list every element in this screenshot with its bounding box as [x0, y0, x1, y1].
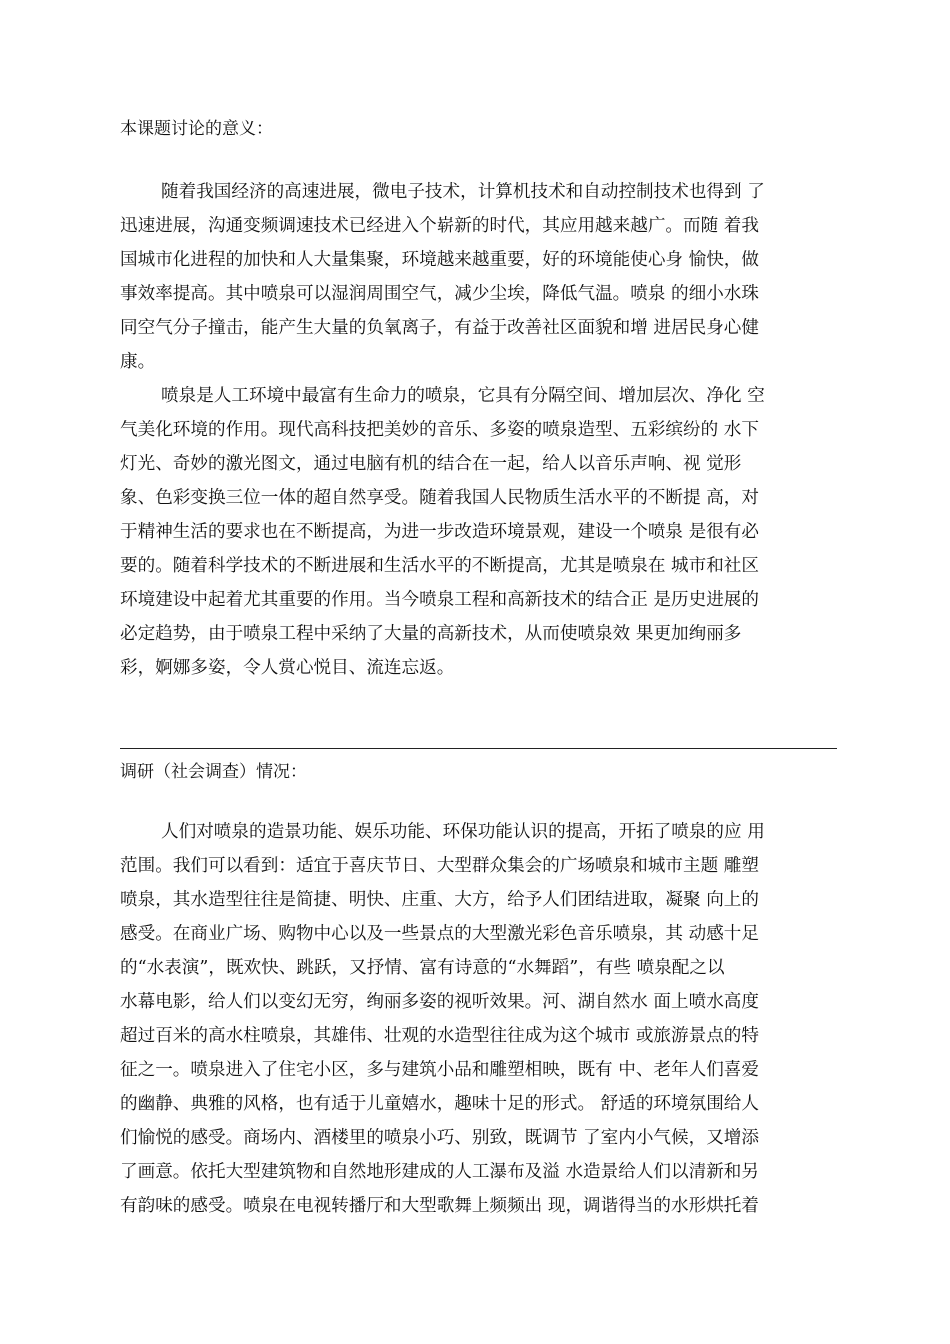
- paragraph-line: 气美化环境的作用。现代高科技把美妙的音乐、多姿的喷泉造型、五彩缤纷的 水下: [120, 420, 759, 440]
- paragraph-line: 喷泉，其水造型往往是简捷、明快、庄重、大方，给予人们团结进取，凝聚 向上的: [120, 890, 759, 910]
- paragraph-line: 们愉悦的感受。商场内、酒楼里的喷泉小巧、别致，既调节 了室内小气候，又增添: [120, 1128, 759, 1148]
- paragraph-line: 象、色彩变换三位一体的超自然享受。随着我国人民物质生活水平的不断提 高，对: [120, 488, 759, 508]
- paragraph-line: 的“水表演”，既欢快、跳跃，又抒情、富有诗意的“水舞蹈”，有些 喷泉配之以: [120, 958, 725, 978]
- paragraph-line: 超过百米的高水柱喷泉，其雄伟、壮观的水造型往往成为这个城市 或旅游景点的特: [120, 1026, 759, 1046]
- paragraph-line: 感受。在商业广场、购物中心以及一些景点的大型激光彩色音乐喷泉，其 动感十足: [120, 924, 759, 944]
- section-divider: [120, 748, 837, 749]
- paragraph-line: 环境建设中起着尤其重要的作用。当今喷泉工程和高新技术的结合正 是历史进展的: [120, 590, 759, 610]
- paragraph-line: 彩，婀娜多姿，令人赏心悦目、流连忘返。: [120, 658, 455, 678]
- paragraph-line: 范围。我们可以看到：适宜于喜庆节日、大型群众集会的广场喷泉和城市主题 雕塑: [120, 856, 759, 876]
- paragraph-line: 的幽静、典雅的风格，也有适于儿童嬉水，趣味十足的形式。 舒适的环境氛围给人: [120, 1094, 759, 1114]
- paragraph-line: 要的。随着科学技术的不断进展和生活水平的不断提高，尤其是喷泉在 城市和社区: [120, 556, 759, 576]
- section-title-survey: 调研（社会调查）情况：: [120, 762, 307, 782]
- section-body-survey: [120, 815, 840, 1223]
- paragraph-line: 喷泉是人工环境中最富有生命力的喷泉，它具有分隔空间、增加层次、净化 空: [161, 386, 765, 406]
- paragraph-line: 随着我国经济的高速进展，微电子技术，计算机技术和自动控制技术也得到 了: [161, 182, 765, 202]
- section-body-significance: [120, 175, 840, 685]
- paragraph-line: 征之一。喷泉进入了住宅小区，多与建筑小品和雕塑相映，既有 中、老年人们喜爱: [120, 1060, 759, 1080]
- section-title-significance: 本课题讨论的意义：: [120, 119, 273, 139]
- paragraph-line: 国城市化进程的加快和人大量集聚，环境越来越重要，好的环境能使心身 愉快，做: [120, 250, 759, 270]
- paragraph-line: 同空气分子撞击，能产生大量的负氧离子，有益于改善社区面貌和增 进居民身心健: [120, 318, 759, 338]
- paragraph-line: 水幕电影，给人们以变幻无穷，绚丽多姿的视听效果。河、湖自然水 面上喷水高度: [120, 992, 759, 1012]
- paragraph-line: 必定趋势，由于喷泉工程中采纳了大量的高新技术，从而使喷泉效 果更加绚丽多: [120, 624, 742, 644]
- paragraph-line: 了画意。依托大型建筑物和自然地形建成的人工瀑布及溢 水造景给人们以清新和另: [120, 1162, 759, 1182]
- paragraph-line: 有韵味的感受。喷泉在电视转播厅和大型歌舞上频频出 现，调谐得当的水形烘托着: [120, 1196, 759, 1216]
- paragraph-line: 灯光、奇妙的激光图文，通过电脑有机的结合在一起，给人以音乐声响、视 觉形: [120, 454, 742, 474]
- paragraph-line: 康。: [120, 352, 156, 372]
- paragraph-line: 迅速进展，沟通变频调速技术已经进入个崭新的时代，其应用越来越广。而随 着我: [120, 216, 759, 236]
- paragraph-line: 人们对喷泉的造景功能、娱乐功能、环保功能认识的提高，开拓了喷泉的应 用: [161, 822, 765, 842]
- paragraph-line: 于精神生活的要求也在不断提高，为进一步改造环境景观，建设一个喷泉 是很有必: [120, 522, 759, 542]
- paragraph-line: 事效率提高。其中喷泉可以湿润周围空气，减少尘埃，降低气温。喷泉 的细小水珠: [120, 284, 759, 304]
